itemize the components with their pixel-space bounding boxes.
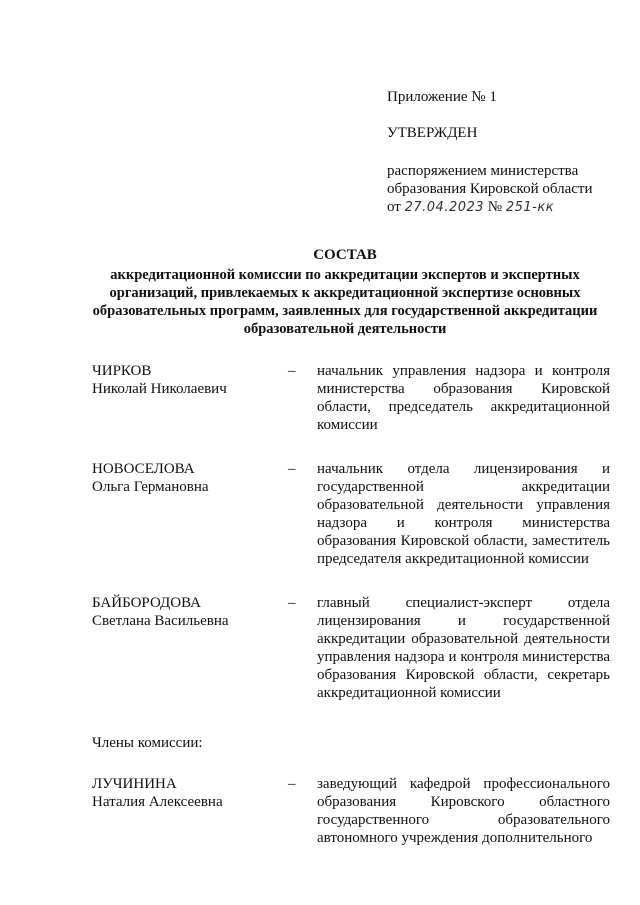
handwritten-date: 27.04.2023	[404, 200, 485, 215]
member-surname: НОВОСЕЛОВА	[92, 461, 195, 477]
member-given-name: Наталия Алексеевна	[92, 794, 223, 810]
section-label: Члены комиссии:	[92, 735, 203, 751]
member-surname: ЛУЧИНИНА	[92, 776, 177, 792]
handwritten-number: 251-кк	[505, 200, 555, 215]
member-given-name: Николай Николаевич	[92, 381, 227, 397]
member-position: главный специалист-эксперт отдела лицензирования и государственной аккредитации образовательной деятельности управления надзора и контроля министерства образования Кировской области, секретарь аккредитационной комиссии	[317, 595, 610, 701]
date-prefix: от	[387, 199, 401, 215]
member-row	[92, 460, 612, 568]
order-line-1: распоряжением министерства	[387, 163, 579, 179]
member-row	[92, 594, 612, 702]
dash: –	[288, 776, 296, 792]
number-prefix: №	[487, 199, 503, 215]
member-surname: БАЙБОРОДОВА	[92, 595, 201, 611]
appendix-label: Приложение № 1	[387, 89, 497, 105]
dash: –	[288, 461, 296, 477]
member-position: начальник управления надзора и контроля министерства образования Кировской области, председатель аккредитационной комиссии	[317, 363, 610, 433]
member-name	[92, 460, 288, 568]
member-given-name: Светлана Васильевна	[92, 613, 229, 629]
member-name	[92, 594, 288, 702]
member-given-name: Ольга Германовна	[92, 479, 209, 495]
member-name	[92, 775, 288, 847]
order-date-number	[387, 198, 617, 217]
title-subtitle: аккредитационной комиссии по аккредитации экспертов и экспертных организаций, привлекаемых к аккредитационной экспертизе основных образовательных программ, заявленных для государственной аккредитации образовательной деятельности	[92, 267, 598, 337]
title-main: СОСТАВ	[313, 247, 377, 263]
member-position: начальник отдела лицензирования и государственной аккредитации образовательной деятельности управления надзора и контроля министерства образования Кировской области, заместитель председателя аккредитационной комиссии	[317, 461, 610, 567]
member-position: заведующий кафедрой профессионального образования Кировского областного государственного образовательного автономного учреждения дополнительного	[317, 776, 610, 846]
member-name	[92, 362, 288, 434]
commission-list	[92, 362, 612, 847]
member-row	[92, 362, 612, 434]
dash: –	[288, 363, 296, 379]
approved-label: УТВЕРЖДЕН	[387, 125, 478, 141]
member-surname: ЧИРКОВ	[92, 363, 152, 379]
order-line-2: образования Кировской области	[387, 181, 593, 197]
document-title	[80, 246, 610, 338]
approval-block	[387, 88, 617, 217]
member-row	[92, 775, 612, 847]
dash: –	[288, 595, 296, 611]
